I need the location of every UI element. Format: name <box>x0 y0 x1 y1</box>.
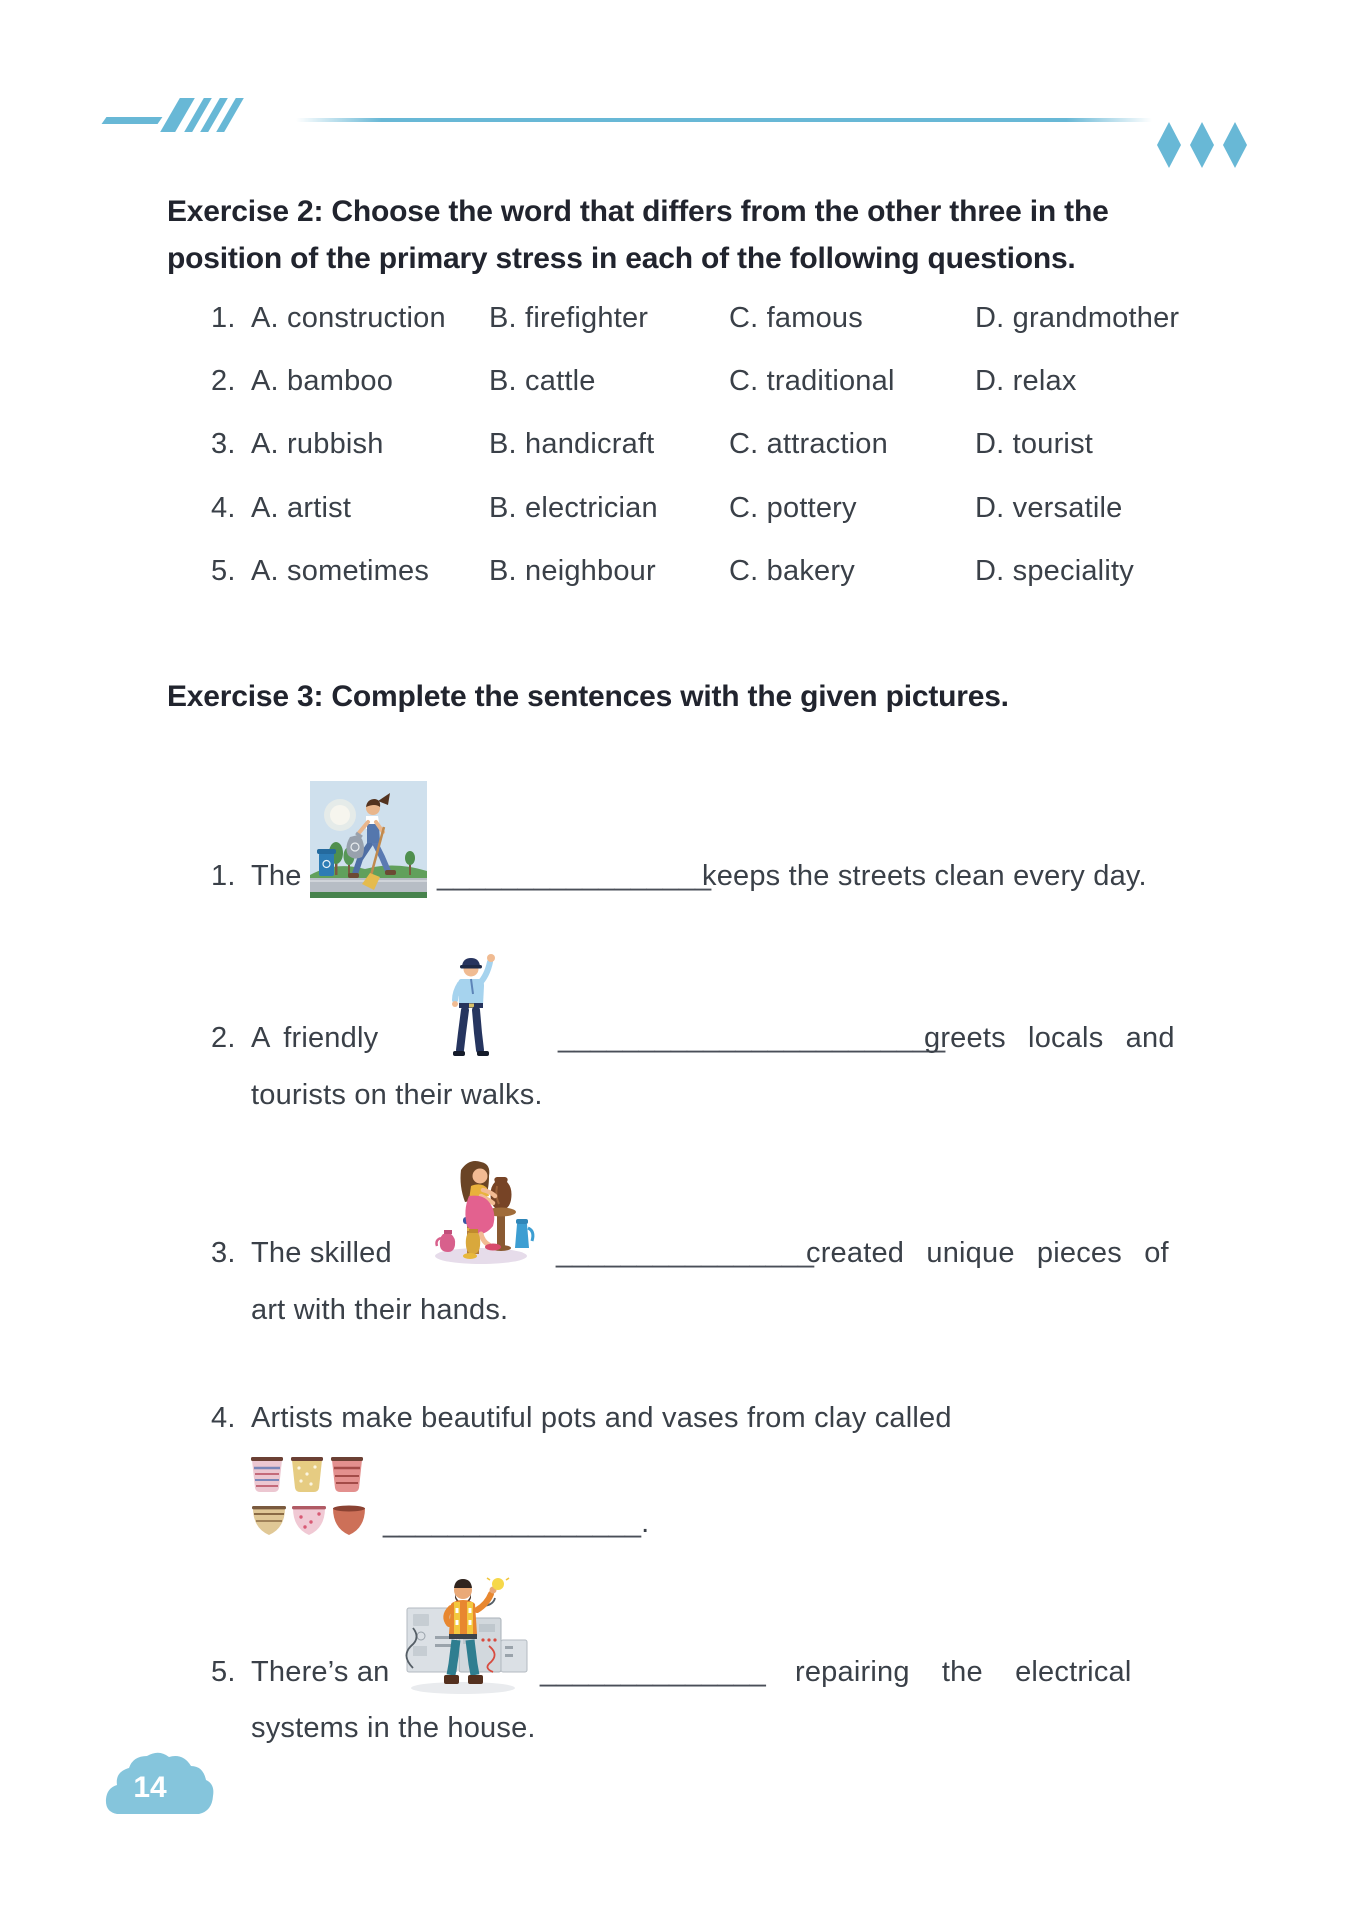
item-text-post: keeps the streets clean every day. <box>702 860 1147 892</box>
option-d: D. versatile <box>975 492 1123 524</box>
item-text-pre: The <box>251 860 302 892</box>
item-number: 5. <box>211 1656 236 1688</box>
stress-question-row <box>0 490 1355 526</box>
option-b: B. firefighter <box>489 302 649 334</box>
option-d: D. tourist <box>975 428 1094 460</box>
option-b: B. handicraft <box>489 428 655 460</box>
option-a: A. rubbish <box>251 428 384 460</box>
item-text-line2: tourists on their walks. <box>251 1079 543 1111</box>
option-b: B. electrician <box>489 492 658 524</box>
ceramic-pots-illustration <box>249 1452 365 1544</box>
item-text-pre: The skilled <box>251 1237 392 1269</box>
question-number: 3. <box>211 428 236 460</box>
option-d: D. speciality <box>975 555 1134 587</box>
header-dash <box>102 117 163 124</box>
answer-blank: ________________________ <box>558 1022 946 1054</box>
police-officer-illustration <box>441 948 503 1062</box>
option-a: A. artist <box>251 492 352 524</box>
question-number: 5. <box>211 555 236 587</box>
item-text-pre: There’s an <box>251 1656 390 1688</box>
option-c: C. pottery <box>729 492 857 524</box>
option-c: C. bakery <box>729 555 855 587</box>
exercise3-title: Exercise 3: Complete the sentences with the given pictures. <box>167 679 1009 713</box>
answer-blank: ________________ <box>556 1237 815 1269</box>
exercise2-title-line1: Exercise 2: Choose the word that differs from the other three in the <box>167 195 1109 229</box>
item-text-line1: Artists make beautiful pots and vases from clay called <box>251 1402 952 1434</box>
stress-question-row <box>0 363 1355 399</box>
option-b: B. neighbour <box>489 555 656 587</box>
item-number: 1. <box>211 860 236 892</box>
answer-blank: ______________ <box>540 1656 766 1688</box>
question-number: 1. <box>211 302 236 334</box>
option-d: D. grandmother <box>975 302 1180 334</box>
option-a: A. bamboo <box>251 365 394 397</box>
item-text-pre: A friendly <box>251 1022 379 1054</box>
option-b: B. cattle <box>489 365 596 397</box>
stress-question-row <box>0 426 1355 462</box>
answer-blank: _________________ <box>437 860 712 892</box>
street-sweeper-illustration <box>310 781 427 898</box>
pottery-maker-illustration <box>423 1156 541 1268</box>
item-text-line2: art with their hands. <box>251 1294 509 1326</box>
stress-question-row <box>0 300 1355 336</box>
item-text-post: created unique pieces of <box>806 1237 1169 1269</box>
stress-question-row <box>0 553 1355 589</box>
option-d: D. relax <box>975 365 1077 397</box>
option-c: C. famous <box>729 302 863 334</box>
question-number: 4. <box>211 492 236 524</box>
option-c: C. attraction <box>729 428 888 460</box>
question-number: 2. <box>211 365 236 397</box>
item-number: 3. <box>211 1237 236 1269</box>
diamond-icon <box>1223 122 1247 168</box>
period: . <box>641 1507 650 1539</box>
option-a: A. construction <box>251 302 446 334</box>
diamond-icon <box>1190 122 1214 168</box>
header-diamonds <box>1157 122 1247 168</box>
item-text-post: repairing the electrical <box>795 1656 1132 1688</box>
diamond-icon <box>1157 122 1181 168</box>
item-number: 4. <box>211 1402 236 1434</box>
option-c: C. traditional <box>729 365 895 397</box>
item-text-post: greets locals and <box>924 1022 1175 1054</box>
exercise2-title <box>167 188 1109 282</box>
item-number: 2. <box>211 1022 236 1054</box>
header-rule-line <box>296 118 1152 122</box>
answer-blank: ________________ <box>383 1507 642 1539</box>
electrician-illustration <box>393 1576 535 1696</box>
page-number-badge <box>103 1744 223 1818</box>
option-a: A. sometimes <box>251 555 430 587</box>
exercise2-title-line2: position of the primary stress in each of the following questions. <box>167 242 1076 276</box>
blank-with-period <box>383 1505 649 1541</box>
page-number: 14 <box>133 1771 167 1804</box>
item-text-line2: systems in the house. <box>251 1712 536 1744</box>
